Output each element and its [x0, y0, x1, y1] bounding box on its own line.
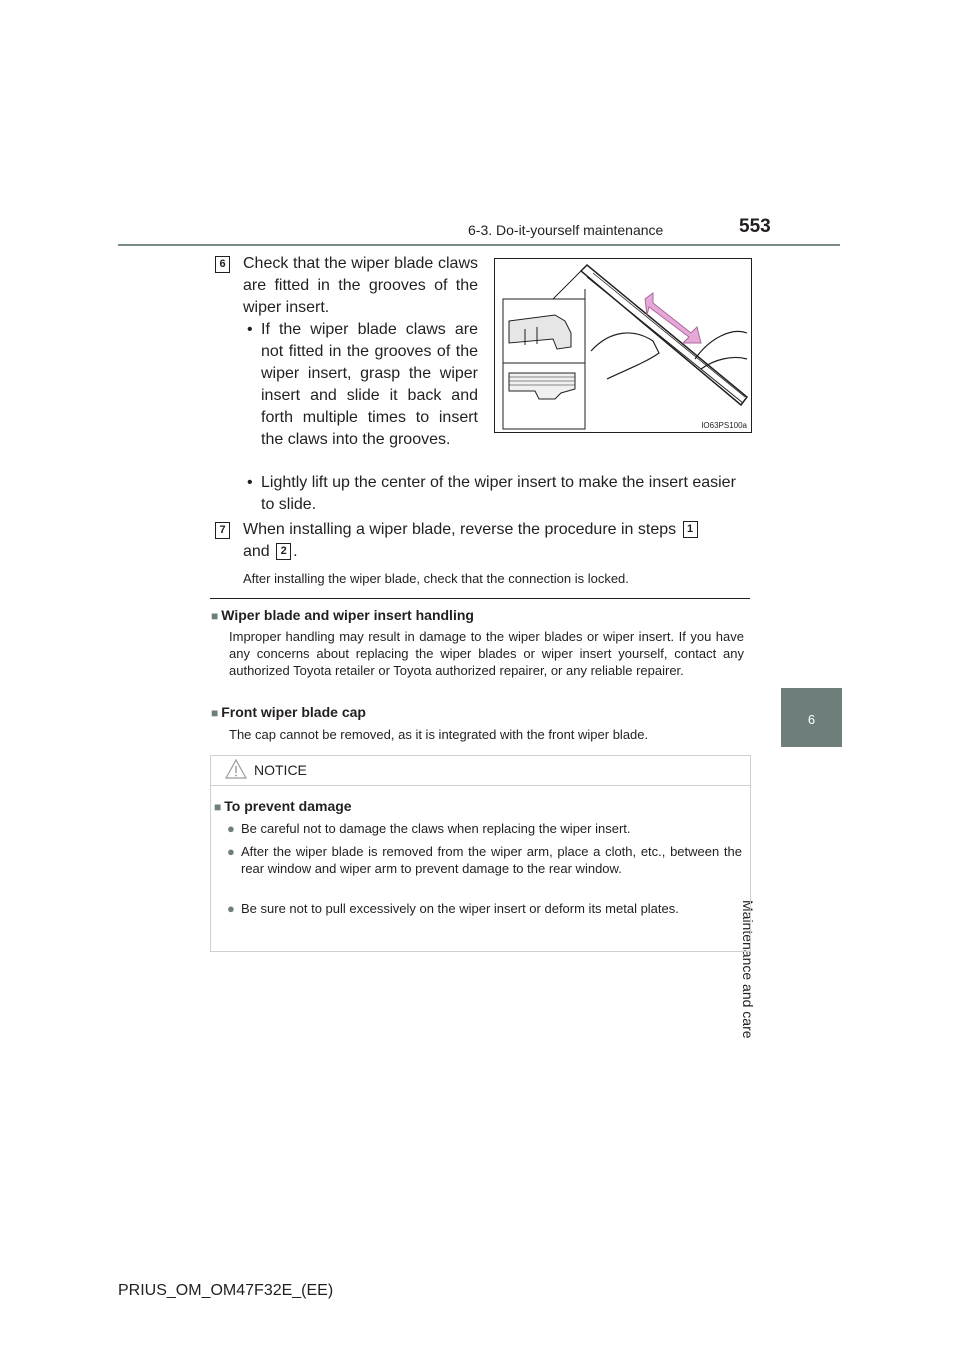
wiper-blade-drawing — [495, 259, 751, 432]
notice-section-title — [214, 798, 352, 816]
square-bullet-icon: ■ — [211, 609, 219, 623]
info-title-2-text: Front wiper blade cap — [221, 704, 366, 720]
notice-item — [227, 820, 742, 837]
notice-section-title-text: To prevent damage — [224, 798, 352, 814]
warning-triangle-icon — [225, 759, 247, 779]
step-7-note: After installing the wiper blade, check that the connection is locked. — [243, 571, 629, 586]
info-body-2: The cap cannot be removed, as it is integrated with the front wiper blade. — [229, 727, 649, 742]
page-number: 553 — [739, 216, 771, 237]
info-title-1-text: Wiper blade and wiper insert handling — [221, 607, 474, 623]
document-code: PRIUS_OM_OM47F32E_(EE) — [118, 1282, 334, 1299]
info-title-1 — [211, 607, 474, 625]
circle-bullet-icon: ● — [227, 844, 235, 859]
step-7-text-before: When installing a wiper blade, reverse the procedure in steps — [243, 521, 677, 538]
step-ref-1: 1 — [683, 521, 698, 538]
circle-bullet-icon: ● — [227, 821, 235, 836]
notice-item — [227, 900, 742, 917]
notice-title: NOTICE — [254, 762, 307, 778]
notice-item — [227, 843, 742, 877]
step-7-text-end: . — [293, 543, 298, 560]
info-title-2 — [211, 704, 366, 722]
chapter-tab-number: 6 — [807, 712, 816, 727]
wiper-insert-illustration — [494, 258, 752, 433]
bullet-dot: • — [247, 321, 253, 338]
figure-code: IO63PS100a — [701, 421, 747, 430]
notice-header — [211, 756, 750, 786]
step-6-bullet-1 — [243, 319, 478, 451]
chapter-tab — [781, 688, 842, 747]
notice-item-text: After the wiper blade is removed from the wiper arm, place a cloth, etc., between the rear window and wiper arm to prevent damage to the rear window. — [241, 844, 742, 876]
square-bullet-icon: ■ — [214, 800, 222, 814]
info-body-1: Improper handling may result in damage to the wiper blades or wiper insert. If you have any concerns about replacing the wiper blades or wiper insert yourself, contact any authorized Toyota retailer or Toyota authorized repairer, or any reliable repairer. — [229, 629, 744, 678]
header-divider — [118, 244, 840, 246]
notice-box — [210, 755, 751, 952]
section-divider — [210, 598, 750, 599]
step-7-badge: 7 — [215, 522, 230, 539]
step-7-text — [243, 519, 753, 563]
step-7-text-and: and — [243, 543, 270, 560]
square-bullet-icon: ■ — [211, 706, 219, 720]
notice-item-text: Be careful not to damage the claws when replacing the wiper insert. — [241, 821, 631, 836]
notice-item-text: Be sure not to pull excessively on the wiper insert or deform its metal plates. — [241, 901, 679, 916]
section-title: 6-3. Do-it-yourself maintenance — [468, 222, 664, 238]
circle-bullet-icon: ● — [227, 901, 235, 916]
bullet-dot: • — [247, 474, 253, 491]
chapter-tab-label: Maintenance and care — [740, 900, 756, 1039]
step-ref-2: 2 — [276, 543, 291, 560]
step-6-bullet-2 — [243, 472, 753, 516]
step-6-bullet-1-text: If the wiper blade claws are not fitted in the grooves of the wiper insert, grasp the wiper insert and slide it back and forth multiple times to insert the claws into the grooves. — [261, 321, 478, 448]
step-6-bullet-2-text: Lightly lift up the center of the wiper insert to make the insert easier to slide. — [261, 474, 736, 513]
step-6-badge: 6 — [215, 256, 230, 273]
step-6-text: Check that the wiper blade claws are fitted in the grooves of the wiper insert. — [243, 255, 478, 316]
